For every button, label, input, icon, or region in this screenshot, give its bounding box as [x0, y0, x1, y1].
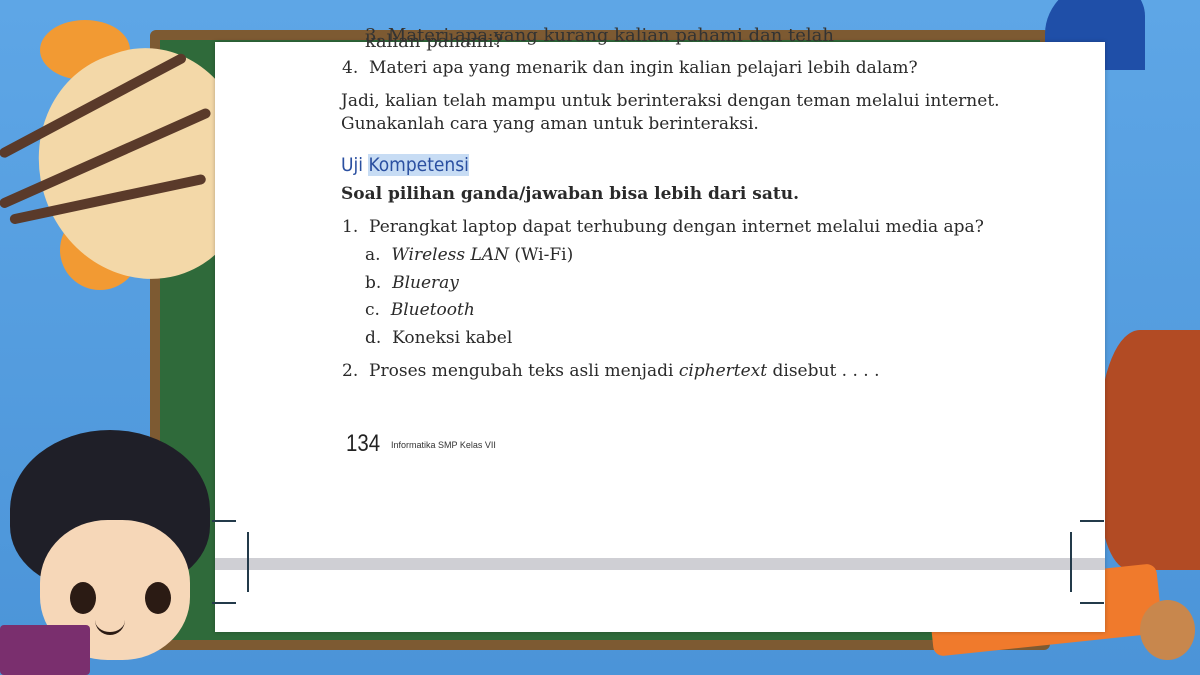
crop-corner: [1070, 532, 1072, 592]
option-text: (Wi-Fi): [508, 245, 574, 265]
document-page: [215, 25, 1105, 632]
page-separator: [215, 558, 1105, 570]
partial-line-text: 3. Materi apa yang kurang kalian pahami dan telah kalian pahami?: [365, 25, 835, 52]
character-eye: [145, 582, 171, 614]
option-text-italic: Blueray: [392, 273, 459, 293]
option-b: [365, 273, 459, 293]
highlighted-heading-part: Kompetensi: [368, 154, 469, 176]
channel-avatar-icon: [1140, 600, 1195, 660]
character-eye: [70, 582, 96, 614]
question-2: [342, 361, 880, 381]
partial-text-line: [365, 25, 885, 52]
option-letter: a.: [365, 245, 381, 265]
closing-line-1: Jadi, kalian telah mampu untuk berinteraksi dengan teman melalui internet.: [341, 91, 1000, 111]
question-text: disebut . . . .: [767, 361, 880, 381]
option-a: [365, 245, 573, 265]
question-number: 1.: [342, 217, 359, 237]
book-footer: Informatika SMP Kelas VII: [391, 440, 496, 450]
character-girl-illustration: [1100, 330, 1200, 570]
option-text-italic: Bluetooth: [390, 300, 475, 320]
heading-part: Uji: [341, 154, 369, 176]
question-text-italic: ciphertext: [678, 361, 768, 381]
crop-corner: [212, 520, 236, 522]
question-number: 2.: [342, 361, 359, 381]
option-c: [365, 300, 475, 320]
option-letter: b.: [365, 273, 382, 293]
question-text: Materi apa yang menarik dan ingin kalian pelajari lebih dalam?: [369, 58, 918, 78]
crop-corner: [247, 532, 249, 592]
option-text: Koneksi kabel: [392, 328, 513, 348]
question-text: Perangkat laptop dapat terhubung dengan internet melalui media apa?: [369, 217, 984, 237]
question-number: 4.: [342, 58, 359, 78]
closing-line-2: Gunakanlah cara yang aman untuk berinteraksi.: [341, 114, 759, 134]
crop-corner: [212, 602, 236, 604]
crop-corner: [1080, 520, 1104, 522]
option-d: [365, 328, 512, 348]
question-4: [342, 58, 918, 78]
question-1: [342, 217, 984, 237]
option-letter: c.: [365, 300, 380, 320]
section-heading: [341, 154, 469, 176]
crop-corner: [1080, 602, 1104, 604]
book-illustration: [0, 625, 90, 675]
question-text: Proses mengubah teks asli menjadi: [369, 361, 679, 381]
page-number: 134: [346, 430, 381, 457]
option-letter: d.: [365, 328, 382, 348]
instruction-text: Soal pilihan ganda/jawaban bisa lebih dari satu.: [341, 184, 799, 204]
option-text-italic: Wireless LAN: [391, 245, 509, 265]
